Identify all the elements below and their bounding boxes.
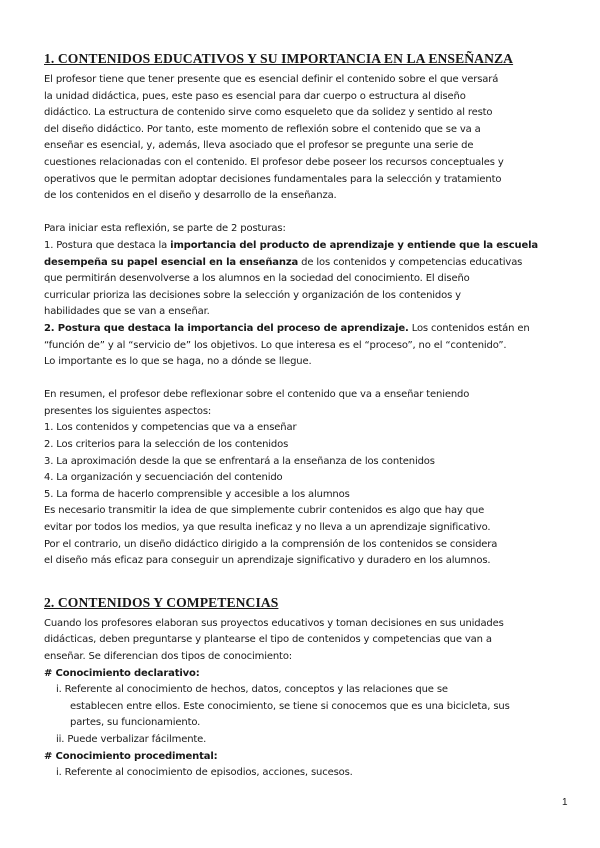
bold-text-run: desempeña su papel esencial en la enseñanza (44, 256, 299, 268)
bold-text-run: importancia del producto de aprendizaje y entiende que la escuela (170, 239, 538, 251)
section-2-title: 2. CONTENIDOS Y COMPETENCIAS (44, 594, 279, 610)
document-body (44, 50, 562, 782)
text-line: que permitirán desenvolverse a los alumnos en la sociedad del conocimiento. El diseño (44, 273, 470, 285)
text-line (44, 255, 562, 272)
list-item-continuation: establecen entre ellos. Este conocimiento, se tiene si conocemos que es una bicicleta, sus (70, 700, 510, 712)
aspects-list (44, 420, 562, 503)
text-line: enseñar. Se diferencian dos tipos de conocimiento: (44, 651, 293, 662)
list-item-continuation: partes, su funcionamiento. (70, 717, 201, 729)
section-1-paragraph-1 (44, 72, 562, 205)
text-line: curricular prioriza las decisiones sobre la selección y organización de los contenidos y (44, 289, 461, 301)
list-item: i. Referente al conocimiento de episodios, acciones, sucesos. (56, 767, 353, 779)
bold-text-run: 2. Postura que destaca la importancia del proceso de aprendizaje. (44, 322, 409, 334)
text-line: del diseño didáctico. Por tanto, este momento de reflexión sobre el contenido que se va a (44, 123, 481, 135)
procedimental-heading: # Conocimiento procedimental: (44, 750, 218, 762)
list-item: 2. Los criterios para la selección de los contenidos (44, 439, 289, 451)
list-item: 3. La aproximación desde la que se enfrentará a la enseñanza de los contenidos (44, 455, 435, 467)
text-line (44, 238, 562, 255)
text-run: Los contenidos están en (408, 322, 530, 334)
list-item: i. Referente al conocimiento de hechos, datos, conceptos y las relaciones que se (56, 684, 448, 696)
text-run: 1. Postura que destaca la (44, 239, 171, 251)
text-line (44, 321, 562, 338)
conclusion-paragraph (44, 503, 562, 569)
text-line: “función de” y al “servicio de” los objetivos. Lo que interesa es el “proceso”, no el “contenido”. (44, 339, 507, 351)
text-line: Es necesario transmitir la idea de que simplemente cubrir contenidos es algo que hay que (44, 505, 485, 517)
postura-1 (44, 238, 562, 321)
declarativo-heading: # Conocimiento declarativo: (44, 667, 200, 679)
text-line: el diseño más eficaz para conseguir un aprendizaje significativo y duradero en los alumnos. (44, 555, 491, 567)
text-line: didáctico. La estructura de contenido sirve como esqueleto que da solidez y sentido al resto (44, 107, 493, 119)
procedimental-block (44, 749, 562, 782)
page-number: 1 (562, 797, 568, 808)
postura-2 (44, 321, 562, 371)
posturas-intro: Para iniciar esta reflexión, se parte de 2 posturas: (44, 223, 286, 235)
text-line: operativos que le permitan adoptar decisiones fundamentales para la selección y tratamiento (44, 173, 502, 185)
list-item: 5. La forma de hacerlo comprensible y accesible a los alumnos (44, 488, 350, 500)
text-line: Por el contrario, un diseño didáctico dirigido a la comprensión de los contenidos se considera (44, 538, 498, 550)
text-line: evitar por todos los medios, ya que resulta ineficaz y no lleva a un aprendizaje significativo. (44, 522, 491, 534)
text-line: En resumen, el profesor debe reflexionar sobre el contenido que va a enseñar teniendo (44, 389, 470, 401)
text-line: enseñar es esencial, y, además, lleva asociado que el profesor se pregunte una serie de (44, 140, 474, 152)
text-line: presentes los siguientes aspectos: (44, 405, 212, 417)
text-line: Cuando los profesores elaboran sus proyectos educativos y toman decisiones en sus unidades (44, 617, 504, 629)
list-item: 4. La organización y secuenciación del contenido (44, 472, 283, 484)
text-line: cuestiones relacionadas con el contenido. El profesor debe poseer los recursos conceptuales y (44, 156, 504, 168)
text-line: didácticas, deben preguntarse y plantearse el tipo de contenidos y competencias que van a (44, 634, 492, 646)
spacer (44, 205, 562, 222)
list-item: ii. Puede verbalizar fácilmente. (56, 733, 207, 745)
section-1-title: 1. CONTENIDOS EDUCATIVOS Y SU IMPORTANCIA EN LA ENSEÑANZA (44, 51, 514, 66)
spacer (44, 371, 562, 388)
list-item: 1. Los contenidos y competencias que va a enseñar (44, 422, 297, 434)
text-line: Lo importante es lo que se haga, no a dónde se llegue. (44, 356, 312, 368)
text-line: la unidad didáctica, pues, este paso es esencial para dar cuerpo o estructura al diseño (44, 90, 466, 102)
section-2-paragraph-1 (44, 616, 562, 666)
text-line: El profesor tiene que tener presente que es esencial definir el contenido sobre el que versará (44, 74, 499, 85)
declarativo-block (44, 666, 562, 749)
text-line: habilidades que se van a enseñar. (44, 306, 210, 318)
text-line: de los contenidos en el diseño y desarrollo de la enseñanza. (44, 190, 337, 202)
text-run: de los contenidos y competencias educativas (298, 256, 523, 268)
summary-paragraph (44, 387, 562, 420)
